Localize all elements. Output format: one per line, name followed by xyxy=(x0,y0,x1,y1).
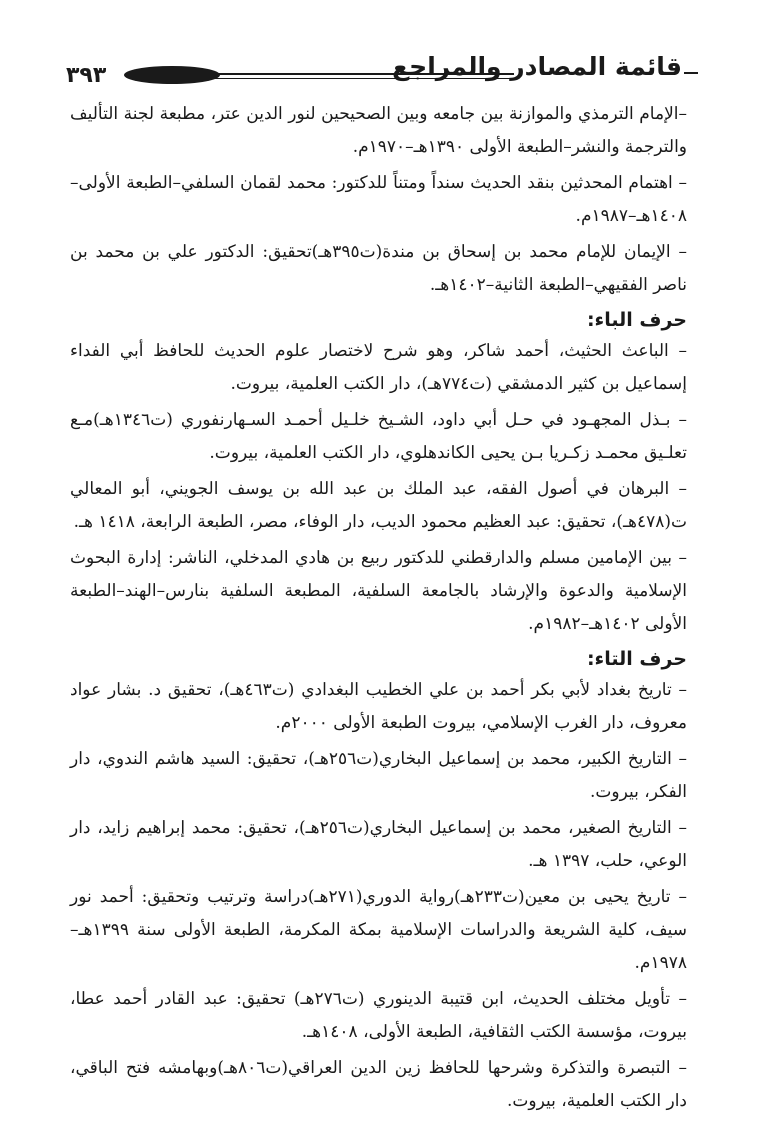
page-number-ornament xyxy=(124,66,220,84)
bibliography-entry: – البرهان في أصول الفقه، عبد الملك بن عبد الله بن يوسف الجويني، أبو المعالي ت(٤٧٨هـ)، تحقيق: عبد العظيم محمود الديب، دار الوفاء، مصر، الطبعة الرابعة، ١٤١٨ هـ. xyxy=(70,479,687,532)
section-heading-taa: حرف التاء: xyxy=(586,648,687,670)
bibliography-entry: – تأويل مختلف الحديث، ابن قتيبة الدينوري (ت٢٧٦هـ) تحقيق: عبد القادر أحمد عطا، بيروت، مؤسسة الكتب الثقافية، الطبعة الأولى، ١٤٠٨هـ. xyxy=(70,989,687,1042)
bibliography-entry: – اهتمام المحدثين بنقد الحديث سنداً ومتناً للدكتور: محمد لقمان السلفي–الطبعة الأولى–١٤٠٨هـ–١٩٨٧م. xyxy=(70,173,687,226)
bibliography-entry: – بين الإمامين مسلم والدارقطني للدكتور ربيع بن هادي المدخلي، الناشر: إدارة البحوث الإسلامية والدعوة والإرشاد بالجامعة السلفية، المطبعة السلفية بنارس–الهند–الطبعة الأولى ١٤٠٢هـ–١٩٨٢م. xyxy=(70,548,687,634)
bibliography-list xyxy=(70,98,687,1121)
header-dash xyxy=(684,72,698,74)
bibliography-entry: – بـذل المجهـود في حـل أبي داود، الشـيخ خلـيل أحمـد السـهارنفوري (ت١٣٤٦هـ)مـع تعلـيق محمـد زكـريا بـن يحيى الكاندهلوي، دار الكتب العلمية، بيروت. xyxy=(70,410,687,463)
bibliography-entry: – تاريخ بغداد لأبي بكر أحمد بن علي الخطيب البغدادي (ت٤٦٣هـ)، تحقيق د. بشار عواد معروف، دار الغرب الإسلامي، بيروت الطبعة الأولى ٢٠٠٠م. xyxy=(70,680,687,733)
bibliography-entry: – التبصرة والتذكرة وشرحها للحافظ زين الدين العراقي(ت٨٠٦هـ)وبهامشه فتح الباقي، دار الكتب العلمية، بيروت. xyxy=(70,1058,688,1111)
page-number: ٣٩٣ xyxy=(66,63,107,88)
bibliography-entry: – الباعث الحثيث، أحمد شاكر، وهو شرح لاختصار علوم الحديث للحافظ أبي الفداء إسماعيل بن كثير الدمشقي (ت٧٧٤هـ)، دار الكتب العلمية، بيروت. xyxy=(70,341,687,394)
running-title: قائمة المصادر والمراجع xyxy=(392,52,682,81)
bibliography-entry: –الإمام الترمذي والموازنة بين جامعه وبين الصحيحين لنور الدين عتر، مطبعة لجنة التأليف والترجمة والنشر–الطبعة الأولى ١٣٩٠هـ–١٩٧٠م. xyxy=(70,104,687,157)
bibliography-entry: – التاريخ الصغير، محمد بن إسماعيل البخاري(ت٢٥٦هـ)، تحقيق: محمد إبراهيم زايد، دار الوعي، حلب، ١٣٩٧ هـ. xyxy=(70,818,687,871)
bibliography-entry: – تاريخ يحيى بن معين(ت٢٣٣هـ)رواية الدوري(٢٧١هـ)دراسة وترتيب وتحقيق: أحمد نور سيف، كلية الشريعة والدراسات الإسلامية بمكة المكرمة، الطبعة الأولى سنة ١٣٩٩هـ–١٩٧٨م. xyxy=(70,887,687,973)
page-header xyxy=(66,50,682,94)
bibliography-entry: – الإيمان للإمام محمد بن إسحاق بن مندة(ت٣٩٥هـ)تحقيق: الدكتور علي بن محمد بن ناصر الفقيهي–الطبعة الثانية–١٤٠٢هـ. xyxy=(70,242,687,295)
section-heading-baa: حرف الباء: xyxy=(586,309,687,331)
bibliography-entry: – التاريخ الكبير، محمد بن إسماعيل البخاري(ت٢٥٦هـ)، تحقيق: السيد هاشم الندوي، دار الفكر، بيروت. xyxy=(70,749,687,802)
